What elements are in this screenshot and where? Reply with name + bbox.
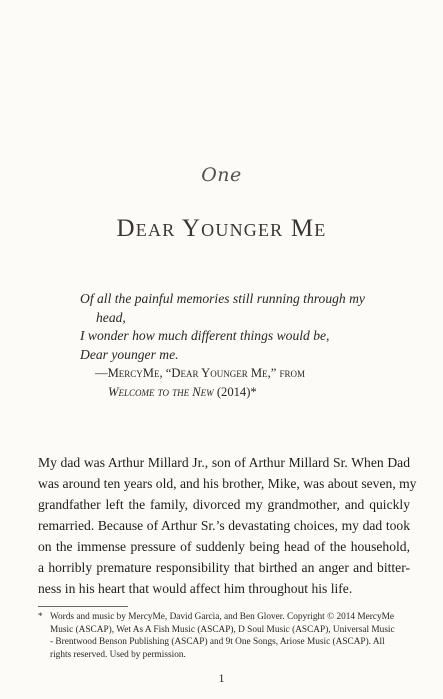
body-line: ness in his heart that would affect him throughout his life. [38, 581, 353, 596]
epigraph-line: head, [96, 309, 126, 325]
chapter-title: Dear Younger Me [116, 215, 327, 242]
footnote-marker: * [38, 612, 43, 622]
chapter-number: One [201, 164, 242, 186]
attribution-work-title: Welcome to the New [108, 384, 214, 399]
epigraph-line: I wonder how much different things would be, [80, 328, 330, 344]
body-line: remarried. Because of Arthur Sr.’s devastating choices, my dad took [38, 518, 410, 533]
epigraph-line: Of all the painful memories still running through my [80, 291, 365, 306]
body-paragraph [38, 452, 417, 599]
epigraph [80, 290, 380, 364]
footnote-divider [38, 606, 128, 607]
footnote-text: Words and music by MercyMe, David Garcia, and Ben Glover. Copyright © 2014 MercyMe [50, 612, 395, 622]
body-line: was around ten years old, and his brother, Mike, was about seven, my [38, 476, 417, 491]
body-line: My dad was Arthur Millard Jr., son of Arthur Millard Sr. When Dad [38, 455, 410, 470]
footnote-line [38, 611, 410, 624]
body-line: grandfather left the family, divorced my grandmother, and quickly [38, 497, 410, 512]
page-number: 1 [218, 671, 225, 685]
footnote-line: Music (ASCAP), Wet As A Fish Music (ASCAP), D Soul Music (ASCAP), Universal Music [50, 624, 395, 635]
footnote-line: - Brentwood Benson Publishing (ASCAP) and 9t One Songs, Ariose Music (ASCAP). All [50, 637, 385, 648]
attribution-source [95, 383, 395, 402]
epigraph-attribution [95, 364, 395, 401]
footnote-line: rights reserved. Used by permission. [50, 649, 186, 660]
footnote [38, 611, 410, 661]
body-line: a horribly premature responsibility that birthed an anger and bitter- [38, 560, 410, 575]
attribution-year: (2014)* [213, 384, 257, 399]
body-line: on the immense pressure of suddenly being head of the household, [38, 539, 410, 554]
epigraph-line: Dear younger me. [80, 346, 179, 362]
attribution-line: —MercyMe, “Dear Younger Me,” from [95, 366, 305, 380]
